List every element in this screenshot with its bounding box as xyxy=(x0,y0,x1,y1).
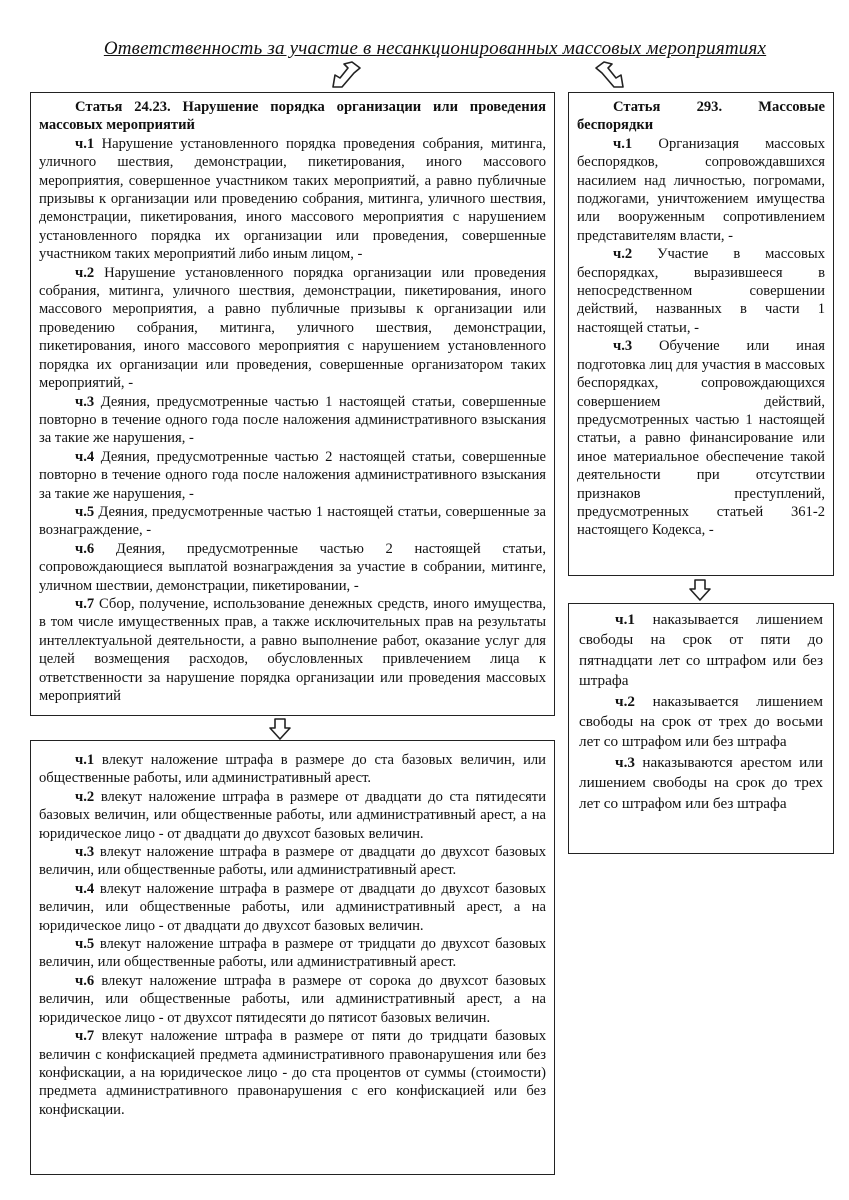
part-label: ч.2 xyxy=(75,788,95,805)
part-text: влекут наложение штрафа в размере от двадцати до двухсот базовых величин, или общественные работы, или административный арест. xyxy=(39,844,546,879)
article-heading: Статья 24.23. Нарушение порядка организации или проведения массовых мероприятий xyxy=(39,99,546,134)
article-part xyxy=(39,393,546,448)
penalty-part xyxy=(39,1027,546,1119)
part-label: ч.4 xyxy=(75,880,95,897)
penalty-part xyxy=(579,753,823,814)
part-text: влекут наложение штрафа в размере до ста базовых величин, или общественные работы, или административный арест. xyxy=(39,752,546,787)
part-text: влекут наложение штрафа в размере от пяти до тридцати базовых величин с конфискацией предмета административного правонарушения или без конфискации, а на юридическое лицо - до ста процентов от суммы (стоимости) предмета административного правонарушения с его конфискацией или без конфискации. xyxy=(39,1028,546,1118)
part-text: Нарушение установленного порядка организации или проведения собрания, митинга, уличного шествия, демонстрации, пикетирования, иного массового мероприятия, а равно публичные призывы к организации или проведению собрания, митинга, уличного шествия, демонстрации, пикетирования, иного массового мероприятия с нарушением установленного порядка их организации или проведения, совершенные организатором таких мероприятий, - xyxy=(39,264,546,392)
article-heading: Статья 293. Массовые беспорядки xyxy=(577,99,825,134)
part-label: ч.7 xyxy=(75,595,95,612)
article-part xyxy=(577,337,825,539)
arrow-down-right-icon xyxy=(590,60,626,90)
penalty-part xyxy=(39,843,546,880)
part-text: Деяния, предусмотренные частью 1 настоящей статьи, совершенные за вознаграждение, - xyxy=(39,503,546,539)
part-label: ч.1 xyxy=(615,611,635,628)
article-293-penalties-box xyxy=(568,603,834,854)
article-part xyxy=(39,264,546,393)
part-label: ч.3 xyxy=(75,844,95,861)
article-24-23-penalties-box xyxy=(30,740,555,1175)
part-text: влекут наложение штрафа в размере от сорока до двухсот базовых величин, или общественные работы, или административный арест, а на юридическое лицо - от двухсот пятидесяти до пятисот базовых величин. xyxy=(39,972,546,1026)
part-label: ч.1 xyxy=(613,135,633,152)
part-text: Нарушение установленного порядка проведения собрания, митинга, уличного шествия, демонстрации, пикетирования, иного массового мероприятия, совершенное участником таких мероприятий, а равно публичные призывы к организации или проведению собрания, митинга, уличного шествия, демонстрации, пикетирования, иного массового мероприятия с нарушением установленного порядка их организации или проведения, совершенные участником таких мероприятий либо иным лицом, - xyxy=(39,135,546,263)
article-part xyxy=(39,448,546,503)
part-text: Сбор, получение, использование денежных средств, иного имущества, в том числе имущественных прав, а также исключительных прав на результаты интеллектуальной деятельности, а равно выполнение работ, оказание услуг для целей возмещения расходов, обусловленных привлечением лица к ответственности за нарушение порядка организации или проведения массовых мероприятий xyxy=(39,595,546,704)
part-label: ч.3 xyxy=(75,393,95,410)
part-label: ч.2 xyxy=(75,264,95,281)
part-text: влекут наложение штрафа в размере от двадцати до ста пятидесяти базовых величин, или общественные работы, или административный арест, а на юридическое лицо - от двадцати до двухсот базовых величин. xyxy=(39,788,546,842)
part-text: Организация массовых беспорядков, сопровождавшихся насилием над личностью, погромами, поджогами, уничтожением имущества или вооруженным сопротивлением представителям власти, - xyxy=(577,135,825,244)
article-part xyxy=(39,503,546,540)
article-part xyxy=(39,540,546,595)
article-part xyxy=(577,245,825,337)
part-label: ч.7 xyxy=(75,1028,95,1045)
part-text: влекут наложение штрафа в размере от двадцати до двухсот базовых величин, или общественные работы, или административный арест, а на юридическое лицо - от двадцати до двухсот базовых величин. xyxy=(39,880,546,934)
page-title: Ответственность за участие в несанкционированных массовых мероприятиях xyxy=(103,38,767,59)
part-label: ч.6 xyxy=(75,972,95,989)
part-text: Деяния, предусмотренные частью 2 настоящей статьи, совершенные повторно в течение одного года после наложения административного взыскания за такие же нарушения, - xyxy=(39,448,546,502)
part-text: наказывается лишением свободы на срок от трех до восьми лет со штрафом или без штрафа xyxy=(579,692,823,751)
part-label: ч.6 xyxy=(75,540,95,557)
penalty-part xyxy=(39,935,546,972)
part-label: ч.5 xyxy=(75,936,95,953)
part-label: ч.3 xyxy=(613,338,633,355)
part-text: влекут наложение штрафа в размере от тридцати до двухсот базовых величин, или общественные работы, или административный арест. xyxy=(39,936,546,971)
article-293-box xyxy=(568,92,834,576)
part-text: Деяния, предусмотренные частью 1 настоящей статьи, совершенные повторно в течение одного года после наложения административного взыскания за такие же нарушения, - xyxy=(39,393,546,447)
penalty-part xyxy=(39,751,546,788)
penalty-part xyxy=(579,610,823,692)
part-label: ч.1 xyxy=(75,752,95,768)
part-label: ч.2 xyxy=(613,246,633,263)
arrow-down-icon xyxy=(268,717,292,741)
arrow-down-icon xyxy=(688,578,712,602)
part-text: Обучение или иная подготовка лиц для участия в массовых беспорядках, сопровождающихся совершением действий, предусмотренных частью 1 настоящей статьи, а равно финансирование или иное материальное обеспечение такой деятельности при отсутствии признаков преступлений, предусмотренных статьей 361-2 настоящего Кодекса, - xyxy=(577,338,825,539)
part-label: ч.3 xyxy=(615,753,635,771)
part-text: Деяния, предусмотренные частью 2 настоящей статьи, сопровождающиеся выплатой вознаграждения за участие в собрании, митинге, уличном шествии, демонстрации, пикетировании, - xyxy=(39,540,546,594)
part-label: ч.4 xyxy=(75,448,95,465)
article-24-23-box xyxy=(30,92,555,716)
article-part xyxy=(39,595,546,705)
part-text: наказывается лишением свободы на срок от пяти до пятнадцати лет со штрафом или без штрафа xyxy=(579,611,823,690)
penalty-part xyxy=(579,692,823,753)
penalty-part xyxy=(39,788,546,843)
part-label: ч.5 xyxy=(75,503,95,520)
article-part xyxy=(39,135,546,264)
article-part xyxy=(577,135,825,245)
part-text: наказываются арестом или лишением свободы на срок до трех лет со штрафом или без штрафа xyxy=(579,753,823,812)
part-label: ч.2 xyxy=(615,692,635,710)
part-text: Участие в массовых беспорядках, выразившееся в непосредственном совершении действий, названных в части 1 настоящей статьи, - xyxy=(577,246,825,336)
arrow-down-left-icon xyxy=(330,60,366,90)
penalty-part xyxy=(39,880,546,935)
penalty-part xyxy=(39,972,546,1027)
part-label: ч.1 xyxy=(75,135,95,152)
